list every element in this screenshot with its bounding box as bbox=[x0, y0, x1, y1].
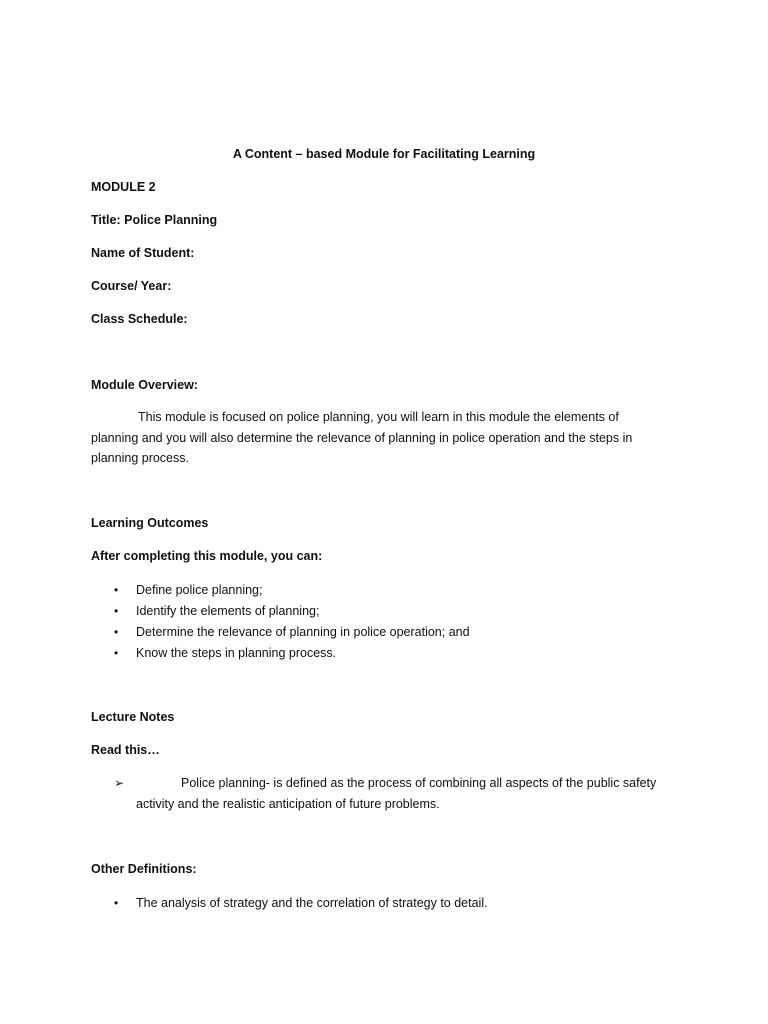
student-name-field: Name of Student: bbox=[91, 246, 195, 260]
list-item-text: Determine the relevance of planning in police operation; and bbox=[136, 625, 470, 639]
read-this-label: Read this… bbox=[91, 743, 160, 757]
class-schedule-field: Class Schedule: bbox=[91, 312, 188, 326]
definition-line-1: Police planning- is defined as the process of combining all aspects of the public safety bbox=[181, 776, 657, 790]
list-item bbox=[91, 601, 470, 622]
other-definitions-heading: Other Definitions: bbox=[91, 862, 197, 876]
list-item-text: Know the steps in planning process. bbox=[136, 646, 337, 660]
module-overview-body: This module is focused on police planning, you will learn in this module the elements of planning and you will also determine the relevance of planning in police operation and the steps in planning process. bbox=[91, 410, 633, 465]
list-item-text: Define police planning; bbox=[136, 583, 263, 597]
bullet-dot-icon: • bbox=[114, 625, 119, 639]
course-year-field: Course/ Year: bbox=[91, 279, 172, 293]
list-item-text: The analysis of strategy and the correlation of strategy to detail. bbox=[136, 896, 488, 910]
learning-outcomes-list bbox=[91, 580, 470, 664]
learning-outcomes-heading: Learning Outcomes bbox=[91, 516, 209, 530]
bullet-dot-icon: • bbox=[114, 646, 119, 660]
bullet-dot-icon: • bbox=[114, 896, 119, 910]
module-label: MODULE 2 bbox=[91, 180, 156, 194]
police-planning-definition bbox=[91, 773, 671, 815]
module-overview-heading: Module Overview: bbox=[91, 378, 198, 392]
bullet-dot-icon: • bbox=[114, 583, 119, 597]
list-item bbox=[91, 643, 470, 664]
bullet-dot-icon: • bbox=[114, 604, 119, 618]
definition-line-2: activity and the realistic anticipation of future problems. bbox=[136, 797, 440, 811]
list-item bbox=[91, 893, 488, 914]
list-item bbox=[91, 622, 470, 643]
arrow-bullet-icon: ➢ bbox=[114, 776, 125, 790]
title-field: Title: Police Planning bbox=[91, 213, 218, 227]
document-title: A Content – based Module for Facilitating Learning bbox=[232, 147, 536, 161]
lecture-notes-heading: Lecture Notes bbox=[91, 710, 175, 724]
module-overview-text bbox=[91, 407, 661, 469]
other-definitions-list bbox=[91, 893, 488, 914]
list-item bbox=[91, 580, 470, 601]
learning-outcomes-intro: After completing this module, you can: bbox=[91, 549, 323, 563]
list-item-text: Identify the elements of planning; bbox=[136, 604, 320, 618]
